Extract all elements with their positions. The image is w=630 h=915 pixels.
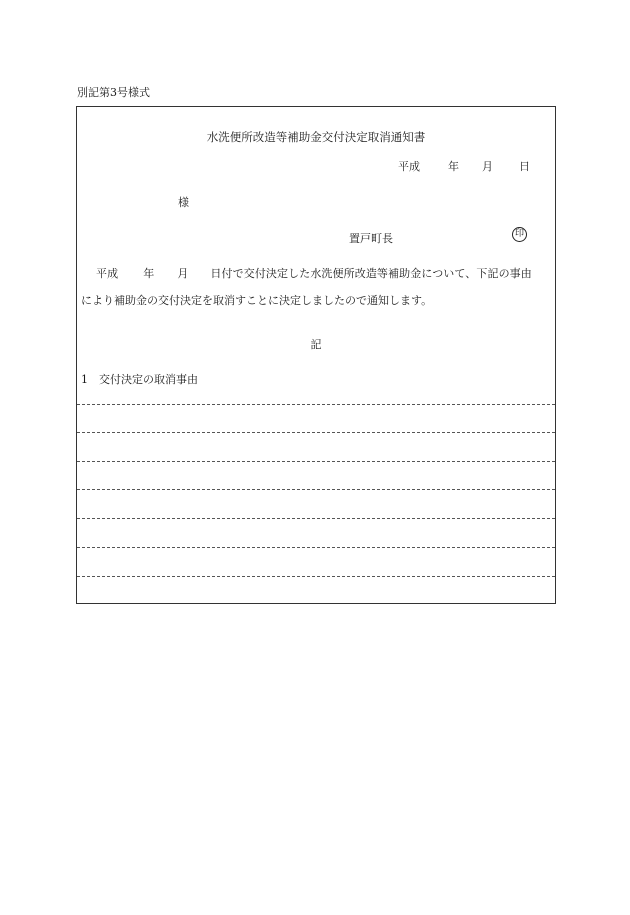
body-month-unit: 月 (177, 267, 189, 280)
reason-line (77, 404, 555, 405)
recipient-honorific: 様 (178, 196, 189, 209)
reason-line (77, 489, 555, 490)
reason-line (77, 547, 555, 548)
notice-form (76, 106, 556, 604)
seal-mark-icon: 印 (512, 227, 527, 242)
issue-date (398, 158, 530, 174)
document-title: 水洗便所改造等補助金交付決定取消通知書 (206, 130, 426, 144)
date-month-unit: 月 (482, 160, 493, 173)
reason-line (77, 518, 555, 519)
date-day-unit: 日 (519, 160, 530, 173)
ki-heading: 記 (310, 338, 322, 351)
body-era: 平成 (96, 267, 119, 280)
date-era: 平成 (398, 160, 420, 173)
body-text-line-1 (96, 265, 532, 281)
issuer-name: 置戸町長 (349, 232, 393, 245)
body-year-unit: 年 (143, 267, 155, 280)
cancellation-reason-heading: 1 交付決定の取消事由 (81, 373, 198, 386)
date-year-unit: 年 (448, 160, 459, 173)
reason-line (77, 461, 555, 462)
reason-line (77, 432, 555, 433)
body-text-line-2: により補助金の交付決定を取消すことに決定しましたので通知します。 (81, 294, 433, 307)
reason-line (77, 576, 555, 577)
form-number: 別記第3号様式 (77, 86, 150, 99)
body-text-rest: 日付で交付決定した水洗便所改造等補助金について、下記の事由 (210, 267, 532, 280)
